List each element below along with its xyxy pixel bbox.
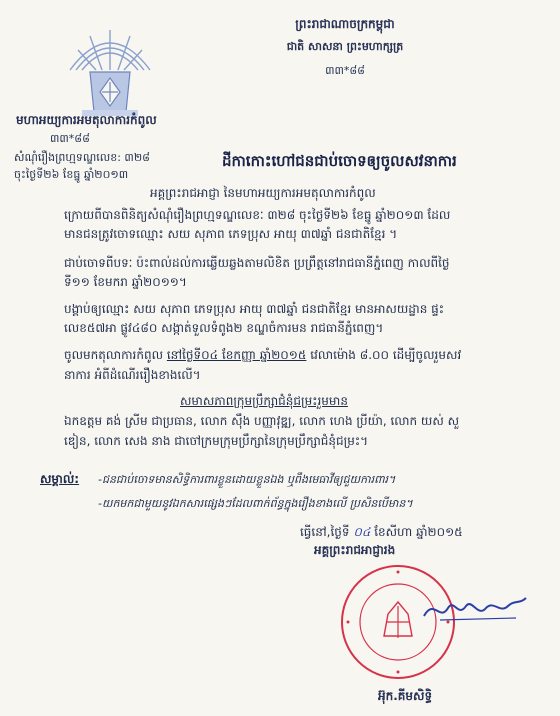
kingdom-title: ព្រះរាជាណាចក្រកម្ពុជា [295,17,395,31]
hearing-date: នៅថ្ងៃទី០៤ ខែកញ្ញា ឆ្នាំ២០១៥ [166,348,307,362]
signer-name: អ៊ុក.គីមសិទ្ធិ [378,689,433,703]
paragraph-1-line-2: មានជនត្រូវចោទឈ្មោះ សយ សុភាព ភេទប្រុស អាយុ ៣៧ឆ្នាំ ជនជាតិខ្មែរ ។ [64,227,398,241]
paragraph-3-line-1: បង្គាប់ឲ្យឈ្មោះ សយ សុភាព ភេទប្រុស អាយុ ៣៧ឆ្នាំ ជនជាតិខ្មែរ មានអាសយដ្ឋាន ផ្ទះ [64,302,445,316]
signature-date-prefix: ធ្វើនៅ,ថ្ងៃទី [300,525,350,539]
appear-court: ចូលមកតុលាការកំពូល [64,348,164,362]
paragraph-2-line-2: ទី១១ ខែមករា ឆ្នាំ២០១១។ [64,275,187,289]
hearing-time: វេលាម៉ោង ៨.០០ ដើម្បីចូលរួមសវ [310,348,462,362]
case-reference: សំណុំរឿងព្រហ្មទណ្ឌលេខ: ៣២៨ [14,151,150,164]
court-emblem-icon [60,22,160,118]
paragraph-3-line-2: លេខ៥៧អា ផ្លូវ៤៨០ សង្កាត់ទួលទំពូង២ ខណ្ឌចំការមន រាជធានីភ្នំពេញ។ [64,321,384,335]
court-ornament: ៣៣*៨៨ [50,132,90,145]
note-line-1: -ជនជាប់ចោទមានសិទ្ធិការពារខ្លួនដោយខ្លួនឯង ឬពឹងមេធាវីឲ្យជួយការពារ។ [98,473,396,486]
signer-title: អគ្គព្រះរាជអាជ្ញារង [314,543,396,557]
signature-date-suffix: ខែសីហា ឆ្នាំ២០១៥ [374,525,463,539]
panel-heading: សមាសភាពក្រុមប្រឹក្សាជំនុំជម្រះរួមមាន [180,394,348,408]
note-label: សម្គាល់: [40,472,80,486]
paragraph-1-line-1: ក្រោយពីបានពិនិត្យសំណុំរឿងព្រហ្មទណ្ឌលេខៈ ៣២៨ ចុះថ្ងៃទី២៦ ខែធ្នូ ឆ្នាំ២០១៣ ដែល [64,208,451,222]
paragraph-2-line-1: ជាប់ចោទពីបទៈ ប៉ះពាល់ដល់ការឆ្លើយឆ្លងតាមលិខិត ប្រព្រឹត្តនៅរាជធានីភ្នំពេញ កាលពីថ្ងៃ [64,256,450,270]
case-date: ចុះថ្ងៃទី២៦ ខែធ្នូ ឆ្នាំ២០១៣ [14,168,129,181]
header-ornament: ៣៣*៨៨ [325,64,365,77]
note-line-2: -យកមកជាមួយនូវឯកសារផ្សេងៗដែលពាក់ព័ន្ធក្នុងរឿងខាងលើ ប្រសិនបើមាន។ [98,497,413,510]
document-title: ដីកាកោះហៅជនជាប់ចោទឲ្យចូលសវនាការ [222,152,457,170]
signature-date-line [300,523,463,542]
paragraph-4-line-1 [64,346,544,365]
national-motto: ជាតិ សាសនា ព្រះមហាក្សត្រ [286,40,404,53]
panel-line-2: ឌៀន, លោក សេង នាង ជាចៅក្រមក្រុមប្រឹក្សានៃក្រុមប្រឹក្សាជំនុំជម្រះ។ [64,434,369,448]
paragraph-4-line-2: នាការ អំពីដំណើររឿងខាងលើ។ [64,368,201,382]
signature-date-day: ០៤ [353,525,371,539]
handwritten-signature-icon [420,588,530,628]
panel-line-1: ឯកឧត្តម គង់ ស្រីម ជាប្រធាន, លោក ស៊ឹង បញ្ញាវុឌ្ឍ, លោក ហេង ប្រីយ៉ា, លោក យស់ សួ [64,414,460,428]
court-name: មហាអយ្យការអមតុលាការកំពូល [16,113,157,127]
addressee-line: អគ្គព្រះរាជអាជ្ញា នៃមហាអយ្យការអមតុលាការកំពូល [150,186,376,200]
